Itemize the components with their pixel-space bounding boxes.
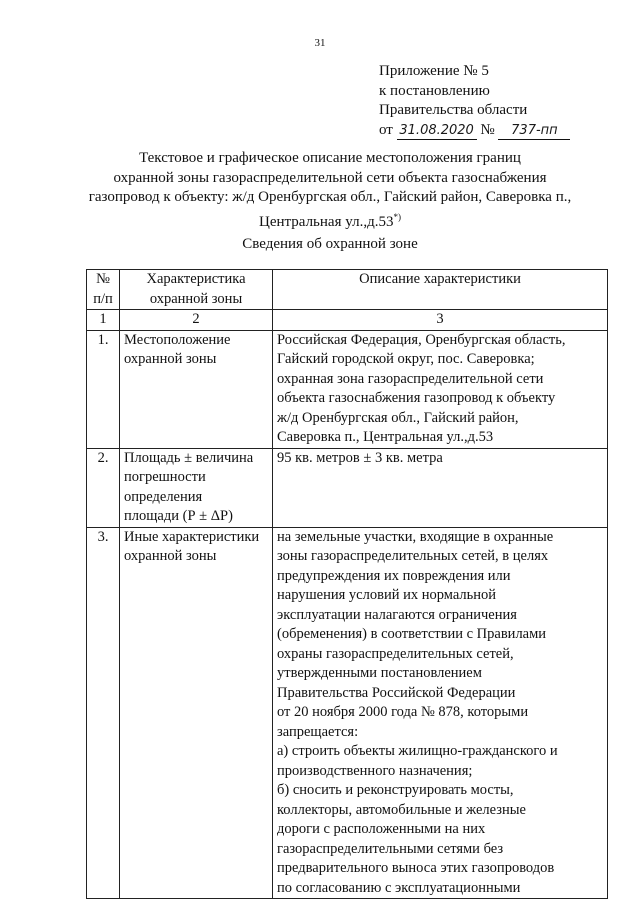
header-characteristic: Характеристика охранной зоны — [120, 270, 273, 310]
title-line-2: охранной зоны газораспределительной сети объекта газоснабжения — [113, 169, 547, 186]
row-description: 95 кв. метров ± 3 кв. метра — [273, 448, 608, 527]
column-number: 3 — [273, 310, 608, 331]
page-number: 31 — [314, 37, 326, 49]
protection-zone-table — [86, 269, 608, 899]
row-characteristic: Иные характеристики охранной зоны — [120, 527, 273, 899]
number-label: № — [480, 121, 495, 138]
title-line-1: Текстовое и графическое описание местоположения границ — [139, 150, 521, 166]
title-line-3: газопровод к объекту: ж/д Оренбургская обл., Гайский район, Саверовка п., — [88, 189, 572, 205]
table-header-row — [87, 270, 608, 310]
handwritten-number: 737-пп — [498, 123, 570, 140]
footnote-mark: *) — [393, 211, 401, 222]
title-line-4 — [60, 208, 600, 233]
title-line-4-text: Центральная ул.,д.53 — [259, 213, 394, 230]
row-description: Российская Федерация, Оренбургская область, Гайский городской округ, пос. Саверовка; охранная зона газораспределительной сети объекта газоснабжения газопровод к объекту ж/д Оренбургская обл., Гайский район, Саверовка п., Центральная ул.,д.53 — [273, 330, 608, 448]
header-number: № п/п — [87, 270, 120, 310]
table-row — [87, 330, 608, 448]
row-description: на земельные участки, входящие в охранные зоны газораспределительных сетей, в целях предупреждения их повреждения или нарушения условий их нормальной эксплуатации налагаются ограничения (обременения) в соответствии с Правилами охраны газораспределительных сетей, утвержденными постановлением Правительства Российской Федерации от 20 ноября 2000 года № 878, которыми запрещается: а) строить объекты жилищно-гражданского и производственного назначения; б) сносить и реконструировать мосты, коллекторы, автомобильные и железные дороги с расположенными на них газораспределительными сетями без предварительного выноса этих газопроводов по согласованию с эксплуатационными — [273, 527, 608, 899]
row-characteristic: Местоположение охранной зоны — [120, 330, 273, 448]
header-description: Описание характеристики — [273, 270, 608, 310]
row-number: 2. — [87, 448, 120, 527]
table-row — [87, 527, 608, 899]
column-number-row — [87, 310, 608, 331]
row-number: 3. — [87, 527, 120, 899]
row-characteristic: Площадь ± величина погрешности определения площади (Р ± ΔР) — [120, 448, 273, 527]
table-row — [87, 448, 608, 527]
document-title — [60, 149, 600, 232]
section-subtitle: Сведения об охранной зоне — [242, 236, 418, 252]
row-number: 1. — [87, 330, 120, 448]
appendix-decree-line — [379, 121, 570, 141]
appendix-line-2: к постановлению — [379, 82, 490, 99]
column-number: 1 — [87, 310, 120, 331]
column-number: 2 — [120, 310, 273, 331]
appendix-line-3: Правительства области — [379, 102, 528, 118]
handwritten-date: 31.08.2020 — [397, 123, 477, 140]
appendix-block — [379, 62, 570, 140]
appendix-line-1: Приложение № 5 — [379, 63, 489, 79]
from-label: от — [379, 121, 393, 138]
